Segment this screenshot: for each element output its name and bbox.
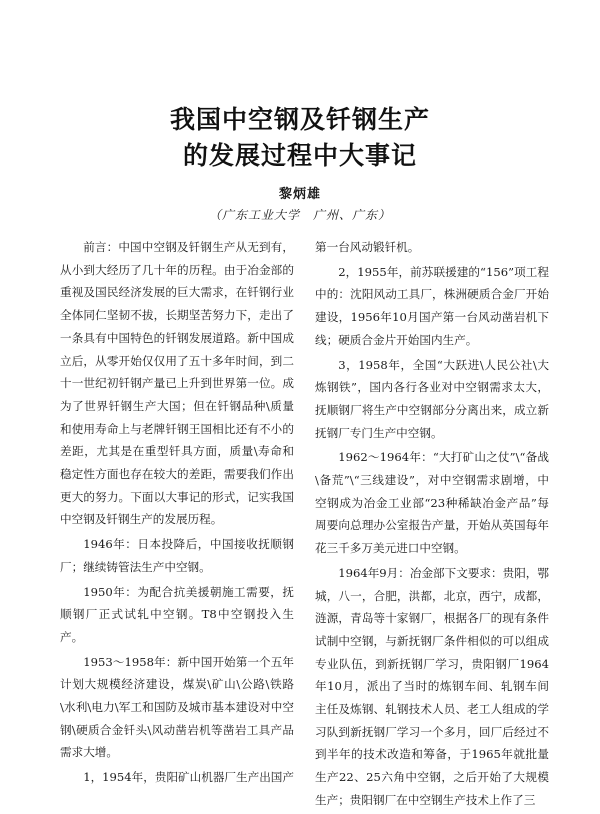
right-column: [315, 236, 549, 814]
paragraph: 1，1954年，贵阳矿山机器厂生产出国产: [83, 770, 294, 785]
paragraph: 1946年：日本投降后，中国接收抚顺钢厂；继续铸管法生产中空钢。: [60, 537, 294, 574]
paragraph: 3，1958年，全国“大跃进\人民公社\大炼钢铁”，国内各行各业对中空钢需求太大，抚顺钢厂将生产中空钢部分分离出来，成立新抚钢厂专门生产中空钢。: [315, 357, 549, 440]
paragraph: 1964年9月：冶金部下文要求：贵阳，鄂城，八一，合肥，洪都，北京，西宁，成都，涟源，青岛等十家钢厂，根据各厂的现有条件试制中空钢，与新抚钢厂条件相似的可以组成专业队伍，到新抚钢厂学习，贵阳钢厂1964年10月，派出了当时的炼钢车间、轧钢车间主任及炼钢、轧钢技术人员、老工人组成的学习队到新抚钢厂学习一个多月，回厂后经过不到半年的技术改造和筹备，于1965年就批量生产22、25六角中空钢，之后开始了大规模生产；贵阳钢厂在中空钢生产技术上作了三: [315, 565, 549, 807]
paragraph: 1962～1964年：“大打矿山之仗”\“备战\备荒”\“三线建设”，对中空钢需求剧增，中空钢成为冶金工业部“23种稀缺冶金产品”每周要向总理办公室报告产量，开始从英国每年花三千多万美元进口中空钢。: [315, 450, 549, 556]
paragraph: 第一台风动锻钎机。: [315, 240, 420, 254]
paragraph: 2，1955年，前苏联援建的“156”项工程中的：沈阳风动工具厂，株洲硬质合金厂开始建设，1956年10月国产第一台风动凿岩机下线；硬质合金片开始国内生产。: [315, 264, 549, 347]
author-name: 黎炳雄: [278, 187, 321, 202]
left-column: [60, 236, 294, 791]
paragraph: 1953～1958年：新中国开始第一个五年计划大规模经济建设，煤炭\矿山\公路\铁路\水利\电力\军工和国防及城市基本建设对中空钢\硬质合金钎头\风动凿岩机等凿岩工具产品需求大增。: [60, 654, 294, 760]
paragraph: 前言：中国中空钢及钎钢生产从无到有，从小到大经历了几十年的历程。由于冶金部的重视及国民经济发展的巨大需求，在钎钢行业全体同仁坚韧不拔，长期坚苦努力下，走出了一条具有中国特色的钎钢发展道路。新中国成立后，从零开始仅仅用了五十多年时间，到二十一世纪初钎钢产量已上升到世界第一位。成为了世界钎钢生产大国；但在钎钢品种\质量和使用寿命上与老牌钎钢王国相比还有不小的差距，尤其是在重型钎具方面，质量\寿命和稳定性方面也存在较大的差距，需要我们作出更大的努力。下面以大事记的形式，记实我国中空钢及钎钢生产的发展历程。: [60, 240, 294, 527]
paragraph: 1950年：为配合抗美援朝施工需要，抚顺钢厂正式试轧中空钢。T8中空钢投入生产。: [60, 584, 294, 644]
title-line-2: 的发展过程中大事记: [182, 141, 417, 170]
author-affiliation: （广东工业大学 广州、广东）: [208, 208, 391, 222]
title-line-1: 我国中空钢及钎钢生产: [169, 105, 430, 134]
